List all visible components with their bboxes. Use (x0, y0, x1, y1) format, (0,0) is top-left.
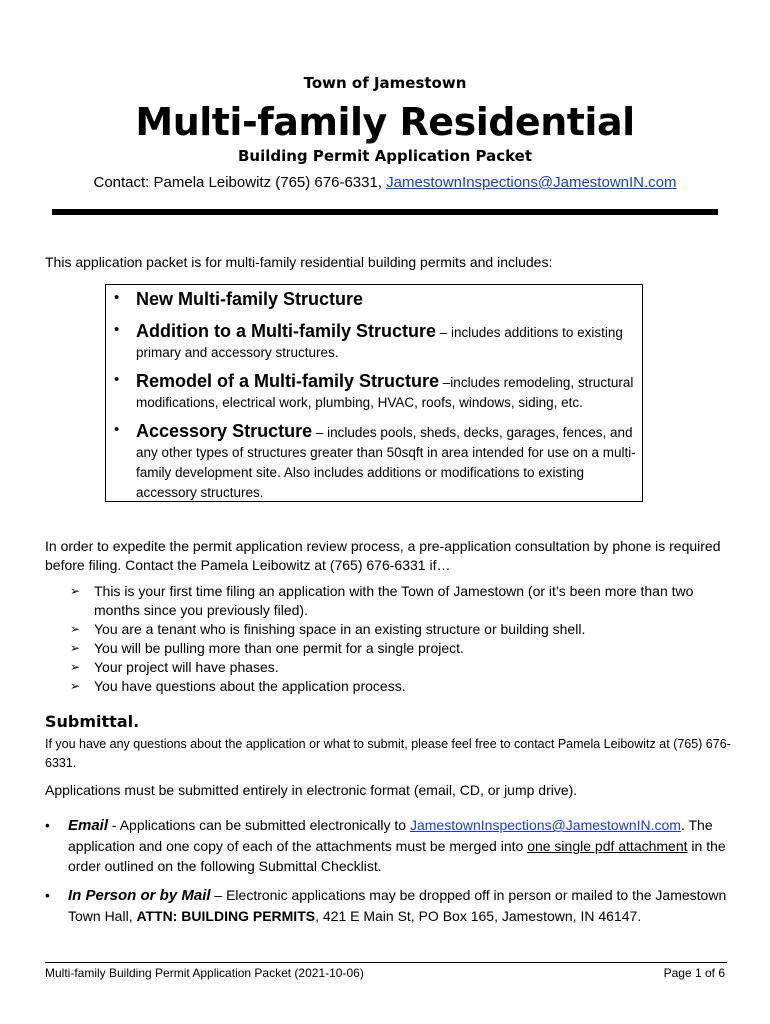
mail-method-title: In Person or by Mail (68, 887, 211, 904)
mail-method-text: , 421 E Main St, PO Box 165, Jamestown, IN 46147. (315, 908, 642, 924)
email-method-text: in the order outlined on the following Submittal Checklist. (68, 838, 726, 874)
bullet-icon: • (45, 887, 50, 903)
permit-type-desc: – includes additions to existing primary and accessory structures. (136, 325, 623, 360)
list-item (70, 677, 710, 696)
conditions-list (70, 582, 710, 696)
permit-type-title: Addition to a Multi-family Structure (136, 321, 436, 341)
list-item (70, 620, 710, 639)
arrow-bullet-icon: ➢ (70, 584, 81, 598)
bullet-icon: • (114, 289, 120, 306)
email-link[interactable]: JamestownInspections@JamestownIN.com (409, 817, 681, 833)
permit-type-item (106, 421, 636, 503)
contact-email-link[interactable]: JamestownInspections@JamestownIN.com (386, 174, 677, 191)
mail-method-item (45, 885, 735, 926)
arrow-bullet-icon: ➢ (70, 660, 81, 674)
page-subtitle: Building Permit Application Packet (237, 147, 533, 165)
permit-types-box (105, 284, 643, 502)
condition-text: Your project will have phases. (94, 659, 279, 675)
condition-text: You will be pulling more than one permit for a single project. (94, 640, 464, 656)
email-method-text: - Applications can be submitted electronically to (108, 817, 410, 833)
footer-divider (45, 962, 727, 963)
submittal-heading: Submittal. (45, 712, 140, 731)
bullet-icon: • (114, 321, 120, 338)
contact-line (0, 174, 770, 191)
email-method-text: . The application and one copy of each of the attachments must be merged into (68, 817, 713, 854)
permit-type-item (106, 371, 636, 413)
contact-prefix: Contact: Pamela Leibowitz (765) 676-6331, (93, 174, 387, 191)
condition-text: You are a tenant who is finishing space in an existing structure or building shell. (94, 621, 586, 637)
footer-page-number: Page 1 of 6 (663, 966, 725, 980)
header-divider (52, 209, 718, 215)
bullet-icon: • (114, 371, 120, 388)
submittal-questions-text: If you have any questions about the application or what to submit, please feel free to contact Pamela Leibowitz at (765) 676-6331. (45, 737, 731, 770)
list-item (70, 582, 710, 620)
bullet-icon: • (114, 421, 120, 438)
attn-label: ATTN: BUILDING PERMITS (136, 908, 316, 924)
list-item (70, 639, 710, 658)
mail-method-text: – Electronic applications may be dropped off in person or mailed to the Jamestown Town Hall, (68, 887, 727, 924)
bullet-icon: • (45, 817, 50, 833)
condition-text: This is your first time filing an application with the Town of Jamestown (or it’s been more than two months since you previously filed). (94, 583, 694, 618)
permit-type-desc: – includes pools, sheds, decks, garages, fences, and any other types of structures greater than 50sqft in area intended for use on a multi-family development site. Also includes additions or modifications to existing accessory structures. (136, 425, 636, 500)
condition-text: You have questions about the application process. (94, 678, 406, 694)
email-method-title: Email (68, 817, 109, 834)
footer-document-title: Multi-family Building Permit Application Packet (2021-10-06) (45, 966, 364, 980)
permit-type-item (106, 289, 636, 311)
list-item (70, 658, 710, 677)
intro-text: This application packet is for multi-family residential building permits and includes: (45, 254, 553, 270)
permit-type-desc: –includes remodeling, structural modifications, electrical work, plumbing, HVAC, roofs, windows, siding, etc. (136, 375, 634, 410)
expedite-paragraph: In order to expedite the permit application review process, a pre-application consultation by phone is required before filing. Contact the Pamela Leibowitz at (765) 676-6331 if… (45, 538, 721, 573)
arrow-bullet-icon: ➢ (70, 641, 81, 655)
permit-type-title: Accessory Structure (136, 421, 313, 441)
arrow-bullet-icon: ➢ (70, 679, 81, 693)
page-title: Multi-family Residential (135, 100, 635, 144)
single-pdf-emphasis: one single pdf attachment (527, 838, 688, 854)
arrow-bullet-icon: ➢ (70, 622, 81, 636)
electronic-format-note: Applications must be submitted entirely in electronic format (email, CD, or jump drive). (45, 782, 578, 798)
permit-type-title: Remodel of a Multi-family Structure (136, 371, 440, 391)
town-name: Town of Jamestown (303, 74, 467, 92)
permit-type-title: New Multi-family Structure (136, 289, 364, 309)
permit-type-item (106, 321, 636, 363)
email-method-item (45, 815, 735, 876)
